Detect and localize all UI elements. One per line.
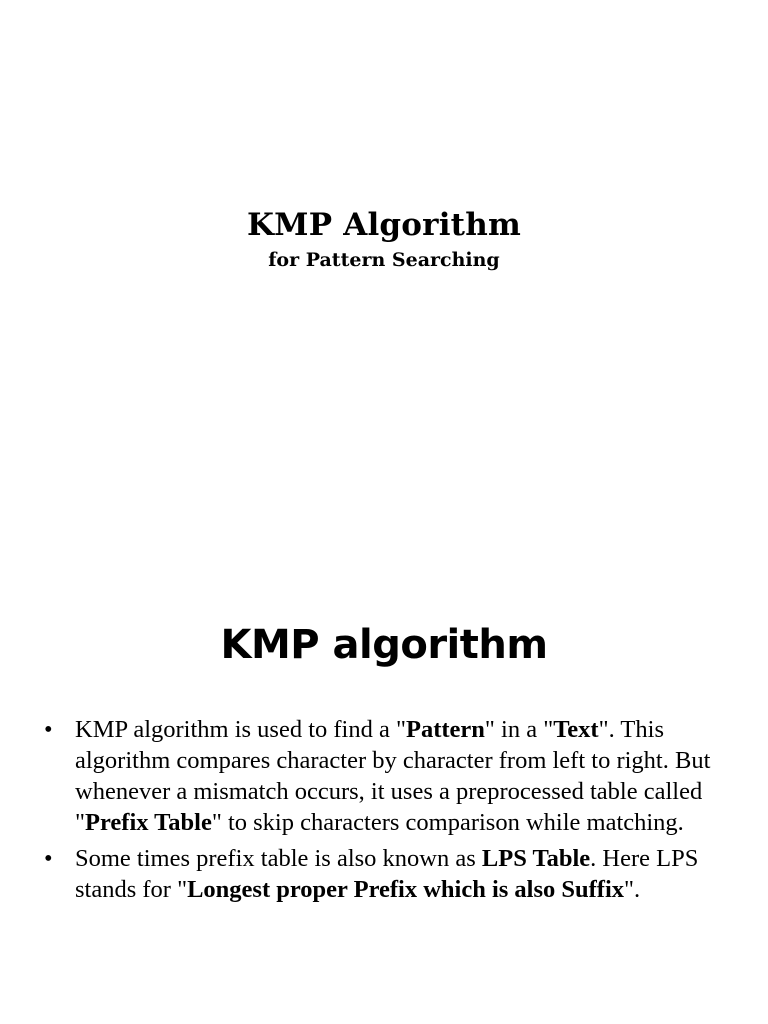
section-title: KMP algorithm bbox=[220, 622, 548, 668]
bold-term-prefix-table: Prefix Table bbox=[85, 809, 212, 836]
text-segment: " in a " bbox=[484, 716, 554, 743]
bold-term-text: Text bbox=[553, 716, 599, 743]
text-segment: KMP algorithm is used to find a " bbox=[75, 716, 406, 743]
bullet-dot: • bbox=[44, 845, 53, 872]
text-segment: Some times prefix table is also known as bbox=[75, 845, 482, 872]
bullet-item-1 bbox=[40, 714, 730, 838]
bullet-item-2 bbox=[40, 843, 730, 905]
bullet-dot: • bbox=[44, 716, 53, 743]
bold-term-pattern: Pattern bbox=[405, 716, 485, 743]
text-segment: ". This algorithm compares character by character from left to right. But whenever a mismatch occurs, it uses a preprocessed table called " bbox=[75, 716, 711, 836]
text-segment: ". bbox=[624, 876, 641, 903]
bold-term-lps-table: LPS Table bbox=[481, 845, 591, 872]
bullet-list bbox=[40, 714, 730, 910]
slide-title: KMP Algorithm bbox=[247, 207, 521, 243]
text-segment: " to skip characters comparison while matching. bbox=[211, 809, 684, 836]
bold-term-lps-definition: Longest proper Prefix which is also Suffix bbox=[187, 876, 625, 903]
slide-subtitle: for Pattern Searching bbox=[268, 249, 500, 271]
text-segment: . Here LPS stands for " bbox=[75, 845, 699, 903]
